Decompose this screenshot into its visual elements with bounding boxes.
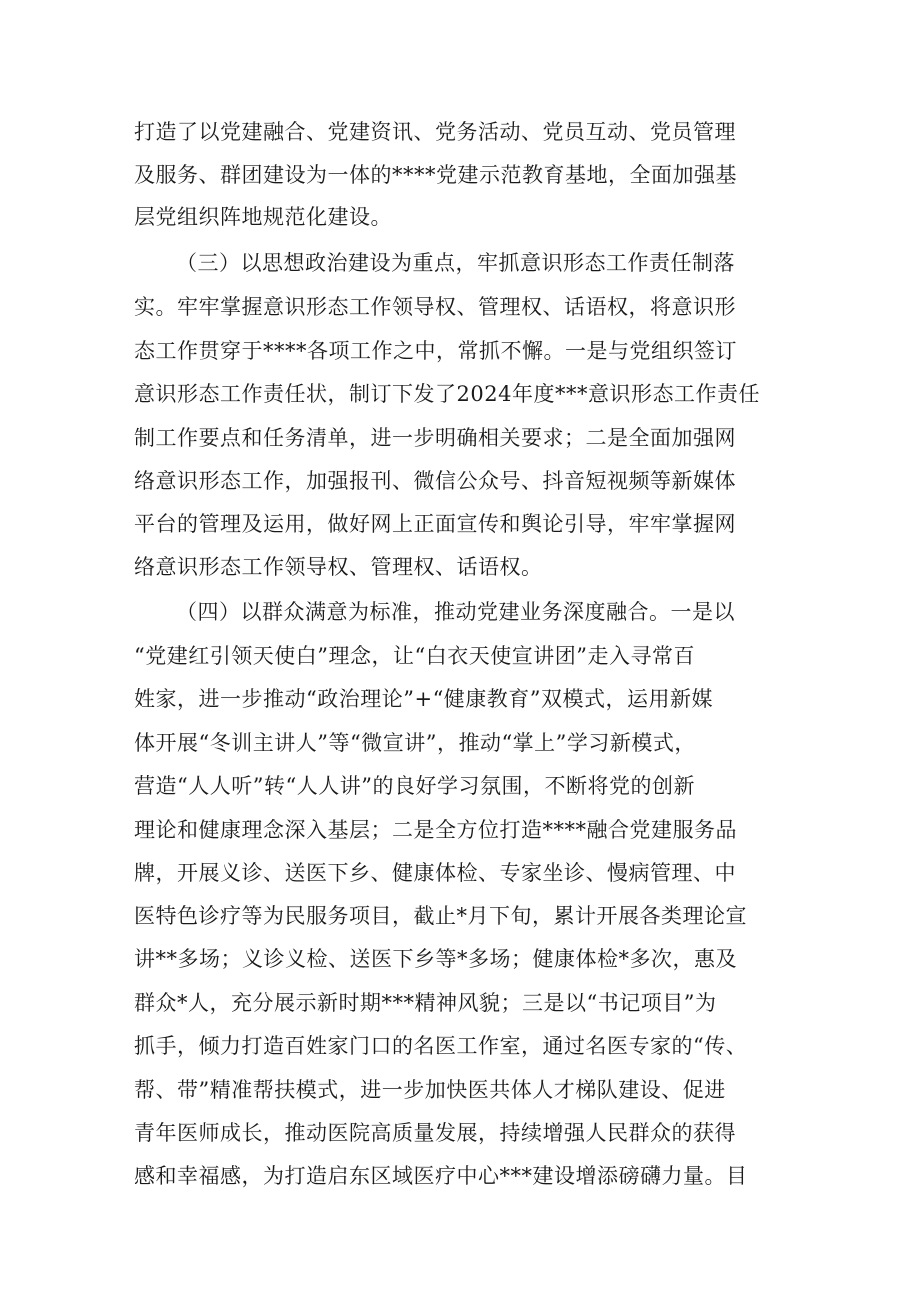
paragraph-line: 讲**多场；义诊义检、送医下乡等*多场；健康体检*多次，惠及 xyxy=(134,947,737,971)
paragraph-line: 理论和健康理念深入基层；二是全方位打造****融合党建服务品 xyxy=(134,818,737,842)
paragraph-line: 青年医师成长，推动医院高质量发展，持续增强人民群众的获得 xyxy=(134,1121,736,1145)
section-heading-line: （三）以思想政治建设为重点，牢抓意识形态工作责任制落 xyxy=(176,251,735,275)
paragraph-line: 及服务、群团建设为一体的****党建示范教育基地，全面加强基 xyxy=(134,163,737,187)
paragraph-line: 打造了以党建融合、党建资讯、党务活动、党员互动、党员管理 xyxy=(134,120,736,144)
paragraph-line: 体开展“冬训主讲人”等“微宣讲”，推动“掌上”学习新模式， xyxy=(134,731,696,755)
paragraph-line: 制工作要点和任务清单，进一步明确相关要求；二是全面加强网 xyxy=(134,426,736,450)
paragraph-line: “党建红引领天使白”理念，让“白衣天使宣讲团”走入寻常百 xyxy=(134,644,695,668)
paragraph-line: 群众*人，充分展示新时期***精神风貌；三是以“书记项目”为 xyxy=(134,991,717,1015)
paragraph-line: 牌，开展义诊、送医下乡、健康体检、专家坐诊、慢病管理、中 xyxy=(134,861,736,885)
paragraph-line: 抓手，倾力打造百姓家门口的名医工作室，通过名医专家的“传、 xyxy=(134,1034,748,1058)
section-heading-line: （四）以群众满意为标准，推动党建业务深度融合。一是以 xyxy=(176,600,735,624)
paragraph-line: 医特色诊疗等为民服务项目，截止*月下旬，累计开展各类理论宣 xyxy=(134,904,747,928)
paragraph-line: 平台的管理及运用，做好网上正面宣传和舆论引导，牢牢掌握网 xyxy=(134,512,736,536)
paragraph-line: 层党组织阵地规范化建设。 xyxy=(134,205,392,229)
paragraph-line: 营造“人人听”转“人人讲”的良好学习氛围，不断将党的创新 xyxy=(134,774,695,798)
paragraph-line: 意识形态工作责任状，制订下发了2024年度***意识形态工作责任 xyxy=(134,382,760,406)
paragraph-line: 感和幸福感，为打造启东区域医疗中心***建设增添磅礴力量。目 xyxy=(134,1164,748,1188)
paragraph-line: 态工作贯穿于****各项工作之中，常抓不懈。一是与党组织签订 xyxy=(134,339,737,363)
paragraph-line: 实。牢牢掌握意识形态工作领导权、管理权、话语权，将意识形 xyxy=(134,295,736,319)
paragraph-line: 姓家，进一步推动“政治理论”+“健康教育”双模式，运用新媒 xyxy=(134,687,714,711)
paragraph-line: 络意识形态工作，加强报刊、微信公众号、抖音短视频等新媒体 xyxy=(134,469,736,493)
paragraph-line: 帮、带”精准帮扶模式，进一步加快医共体人才梯队建设、促进 xyxy=(134,1078,726,1102)
paragraph-line: 络意识形态工作领导权、管理权、话语权。 xyxy=(134,555,543,579)
